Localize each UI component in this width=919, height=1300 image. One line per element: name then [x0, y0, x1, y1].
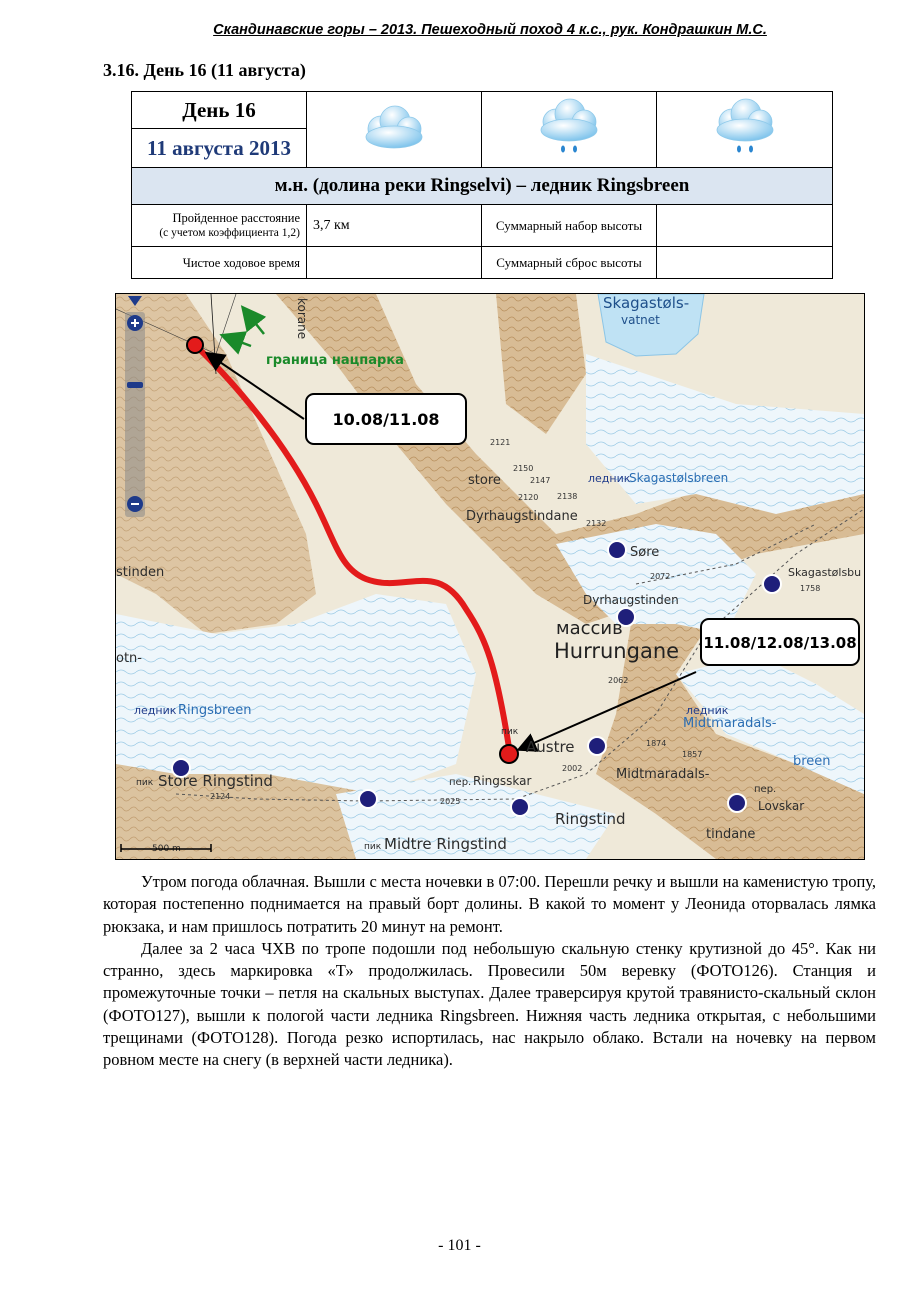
svg-text:2132: 2132 [586, 519, 607, 528]
svg-text:Midtmaradals-: Midtmaradals- [616, 767, 710, 782]
svg-text:2062: 2062 [608, 676, 629, 685]
time-label: Чистое ходовое время [132, 247, 307, 279]
scale-label: 500 m [152, 844, 181, 854]
svg-text:2147: 2147 [530, 476, 551, 485]
svg-text:ледник: ледник [588, 472, 631, 485]
time-value [307, 247, 482, 279]
svg-text:пер.: пер. [449, 777, 472, 788]
paragraph-2: Далее за 2 часа ЧХВ по тропе подошли под небольшую скальную стенку крутизной до 45°. Как ни странно, здесь маркировка «Т» продолжилась. Провесили 50м веревку (ФОТО126). Станция и промежуточные точки – петля на скальных выступах. Далее траверсируя крутой травянисто-скальный склон (ФОТО127), вышли к пологой части ледника Ringsbreen. Нижняя часть ледника открытая, с небольшими трещинами (ФОТО128). Погода резко испортилась, нас накрыло облако. Встали на ночевку на первом ровном месте на снегу (в верхней части ледника). [103, 938, 876, 1070]
start-point [187, 337, 203, 353]
svg-text:Midtmaradals-: Midtmaradals- [683, 716, 777, 731]
descent-value [657, 247, 833, 279]
route-title: м.н. (долина реки Ringselvi) – ледник Ringsbreen [132, 168, 833, 205]
svg-text:2150: 2150 [513, 464, 534, 473]
running-header: Скандинавские горы – 2013. Пешеходный поход 4 к.с., рук. Кондрашкин М.С. [213, 22, 767, 38]
body-text [103, 871, 876, 1072]
svg-text:2120: 2120 [518, 493, 539, 502]
svg-text:ледник: ледник [686, 704, 729, 717]
svg-text:пик: пик [364, 842, 382, 852]
zoom-slider-handle[interactable] [127, 382, 143, 388]
svg-text:1874: 1874 [646, 739, 667, 748]
svg-text:2002: 2002 [562, 764, 583, 773]
svg-text:Midtre Ringstind: Midtre Ringstind [384, 835, 507, 853]
cloud-icon [359, 99, 429, 155]
weather-cell-1 [307, 92, 482, 168]
svg-text:Dyrhaugstindane: Dyrhaugstindane [466, 509, 578, 524]
svg-text:vatnet: vatnet [621, 313, 660, 327]
day-date: 11 августа 2013 [132, 129, 307, 168]
weather-cell-2 [482, 92, 657, 168]
svg-text:store: store [468, 473, 501, 488]
svg-text:Lovskar: Lovskar [758, 799, 805, 813]
end-point [500, 745, 518, 763]
massif-label: массив [556, 618, 623, 639]
day-number: День 16 [132, 92, 307, 129]
svg-text:breen: breen [793, 754, 831, 769]
zoom-control[interactable] [125, 296, 145, 517]
svg-text:Store Ringstind: Store Ringstind [158, 772, 273, 790]
rain-cloud-icon [710, 96, 780, 158]
svg-text:2072: 2072 [650, 572, 671, 581]
svg-text:Skagastølsbreen: Skagastølsbreen [629, 471, 729, 485]
day-info-table [131, 91, 833, 279]
paragraph-1: Утром погода облачная. Вышли с места ночевки в 07:00. Перешли речку и вышли на каменистую тропу, которая постепенно поднимается на правый борт долины. В какой то момент у Леонида оторвалась лямка рюкзака, и нам пришлось потратить 20 минут на ремонт. [103, 872, 876, 936]
svg-text:1758: 1758 [800, 584, 821, 593]
svg-text:пик: пик [501, 727, 519, 737]
svg-text:Søre: Søre [630, 545, 660, 560]
svg-text:2124: 2124 [210, 792, 231, 801]
rain-cloud-icon [534, 96, 604, 158]
descent-label: Суммарный сброс высоты [482, 247, 657, 279]
distance-value: 3,7 км [307, 205, 482, 247]
callout-1-text: 10.08/11.08 [332, 410, 440, 429]
svg-text:Skagastølsbu: Skagastølsbu [788, 566, 862, 579]
svg-text:2138: 2138 [557, 492, 578, 501]
svg-text:2121: 2121 [490, 438, 511, 447]
weather-cell-3 [657, 92, 833, 168]
svg-text:Hurrungane: Hurrungane [554, 639, 680, 663]
svg-text:пер.: пер. [754, 784, 777, 795]
ascent-value [657, 205, 833, 247]
park-border-label: граница нацпарка [266, 353, 404, 368]
svg-text:ледник: ледник [134, 704, 177, 717]
ascent-label: Суммарный набор высоты [482, 205, 657, 247]
route-map [115, 293, 865, 860]
svg-text:пик: пик [136, 778, 154, 788]
svg-text:Dyrhaugstinden: Dyrhaugstinden [583, 593, 679, 607]
svg-text:1857: 1857 [682, 750, 703, 759]
svg-text:korane: korane [295, 298, 309, 340]
svg-text:Ringsbreen: Ringsbreen [178, 703, 252, 718]
svg-text:Skagastøls-: Skagastøls- [603, 294, 690, 312]
svg-text:tindane: tindane [706, 827, 756, 842]
svg-text:stinden: stinden [116, 565, 165, 580]
svg-text:2025: 2025 [440, 797, 461, 806]
svg-text:otn-: otn- [116, 651, 142, 666]
svg-text:Austre: Austre [526, 738, 575, 756]
section-title: 3.16. День 16 (11 августа) [103, 60, 306, 80]
distance-label: Пройденное расстояние (с учетом коэффициента 1,2) [132, 205, 307, 247]
svg-text:Ringsskar: Ringsskar [473, 774, 532, 788]
callout-2-text: 11.08/12.08/13.08 [703, 634, 857, 652]
page-number: - 101 - [438, 1237, 481, 1254]
svg-text:Ringstind: Ringstind [555, 810, 626, 828]
